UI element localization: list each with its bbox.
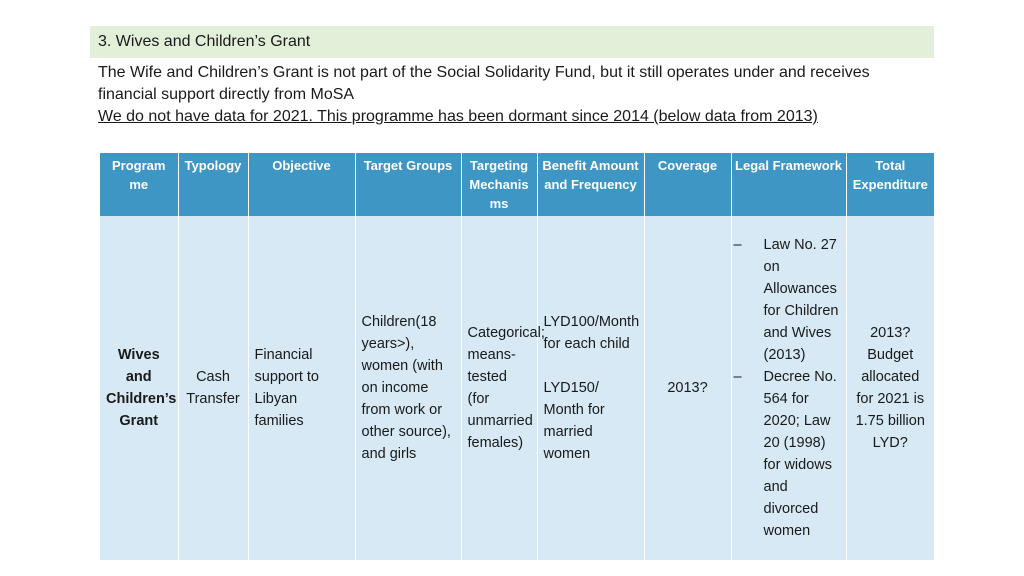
intro-text [98,62,928,128]
header-coverage: Coverage [644,153,731,216]
cell-typology: Cash Transfer [178,216,248,560]
dash-bullet: – [733,369,742,385]
header-target-groups: Target Groups [355,153,461,216]
cell-legal-framework [731,216,846,560]
header-total-expenditure: Total Expenditure [846,153,934,216]
data-availability-notice: We do not have data for 2021. This programme has been dormant since 2014 (below data from 2013) [98,108,818,125]
header-targeting-mechanisms: Targeting Mechanis ms [461,153,537,216]
legal-law-27: Law No. 27 on Allowances for Children and Wives (2013) [763,237,839,363]
cell-objective: Financial support to Libyan families [248,216,355,560]
legal-item [734,366,840,542]
cell-target-groups: Children(18 years>), women (with on income from work or other source), and girls [355,216,461,560]
cell-targeting: Categorical; means-tested (for unmarried females) [461,216,537,560]
cell-coverage: 2013? [644,216,731,560]
legal-decree-564: Decree No. 564 for 2020; Law 20 (1998) for widows and divorced women [763,369,837,539]
section-title-bar [90,26,934,58]
section-title: 3. Wives and Children’s Grant [98,33,311,50]
legal-item [734,234,840,366]
table-header-row [100,153,934,216]
table-row [100,216,934,560]
header-legal-framework: Legal Framework [731,153,846,216]
benefit-women: LYD150/ Month for married women [543,380,605,462]
dash-bullet: – [733,237,742,253]
cell-programme: Wives and Children’s Grant [100,216,178,560]
header-objective: Objective [248,153,355,216]
header-benefit-amount: Benefit Amount and Frequency [537,153,644,216]
cell-total-expenditure: 2013? Budget allocated for 2021 is 1.75 billion LYD? [846,216,934,560]
intro-description: The Wife and Children’s Grant is not part of the Social Solidarity Fund, but it still operates under and receives financial support directly from MoSA [98,64,870,103]
benefit-child: LYD100/Month for each child [543,314,640,352]
header-programme: Program me [100,153,178,216]
header-typology: Typology [178,153,248,216]
cell-benefit [537,216,644,560]
programme-table [100,153,934,560]
